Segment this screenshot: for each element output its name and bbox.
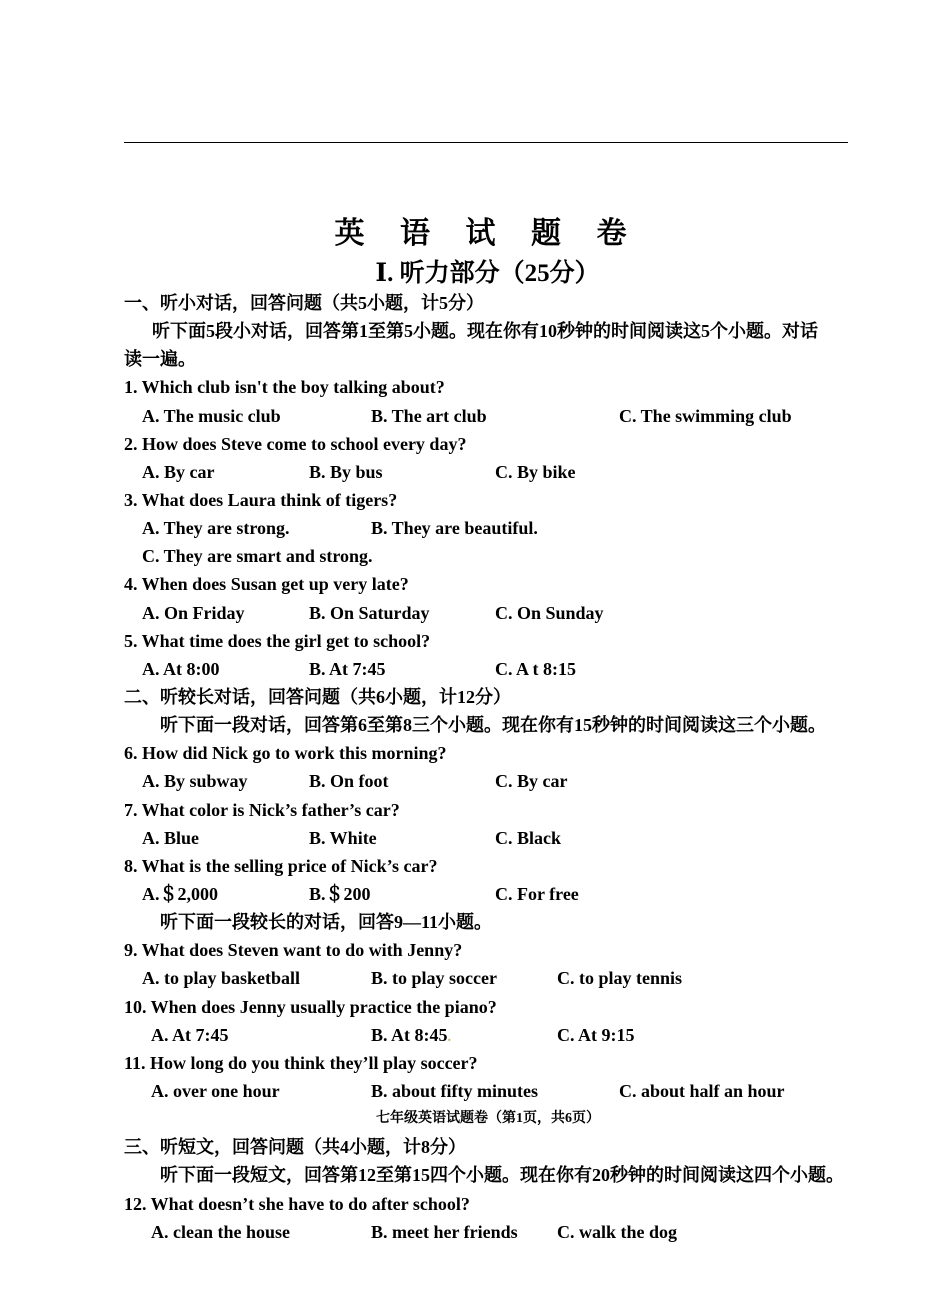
- option-a[interactable]: A. On Friday: [142, 602, 245, 623]
- question-8-options: [124, 880, 864, 908]
- option-a[interactable]: A. At 8:00: [142, 658, 220, 679]
- part-heading: Ⅰ. 听力部分（25分）: [375, 260, 600, 287]
- section-1-heading: 一、听小对话，回答问题（共5小题，计5分）: [124, 293, 484, 313]
- option-b[interactable]: B. At 7:45: [309, 658, 386, 679]
- question-1: 1. Which club isn't the boy talking about?: [124, 377, 445, 398]
- section-2-instruction-2: 听下面一段较长的对话，回答9—11小题。: [160, 912, 493, 933]
- section-3-instruction: 听下面一段短文，回答第12至第15四个小题。现在你有20秒钟的时间阅读这四个小题。: [160, 1165, 844, 1186]
- option-b[interactable]: B. By bus: [309, 461, 383, 482]
- option-b[interactable]: B. The art club: [371, 405, 487, 426]
- question-3: 3. What does Laura think of tigers?: [124, 489, 398, 510]
- option-a[interactable]: A. to play basketball: [142, 968, 301, 989]
- exam-title: 英 语 试 题 卷: [334, 217, 641, 250]
- option-c[interactable]: C. walk the dog: [557, 1221, 678, 1242]
- section-2-instruction: 听下面一段对话，回答第6至第8三个小题。现在你有15秒钟的时间阅读这三个小题。: [160, 715, 826, 736]
- option-c[interactable]: C. By car: [495, 771, 568, 792]
- question-9-options: [124, 964, 864, 992]
- exam-content: [124, 289, 864, 1246]
- option-a[interactable]: A. Blue: [142, 827, 200, 848]
- option-a[interactable]: A. The music club: [142, 405, 281, 426]
- question-11-options: [124, 1077, 864, 1105]
- option-a[interactable]: A. They are strong.: [142, 518, 290, 539]
- question-2: 2. How does Steve come to school every day?: [124, 433, 467, 454]
- option-b[interactable]: B. On Saturday: [309, 602, 430, 623]
- header-rule: [124, 142, 848, 143]
- option-a[interactable]: A. By subway: [142, 771, 248, 792]
- option-b[interactable]: B. On foot: [309, 771, 389, 792]
- option-a[interactable]: A. over one hour: [151, 1080, 280, 1101]
- option-a[interactable]: A. By car: [142, 461, 215, 482]
- question-12-options: [124, 1218, 864, 1246]
- option-b[interactable]: B. White: [309, 827, 377, 848]
- question-8: 8. What is the selling price of Nick’s car?: [124, 855, 438, 876]
- option-b[interactable]: B. meet her friends: [371, 1221, 518, 1242]
- option-c[interactable]: C. By bike: [495, 461, 576, 482]
- question-6-options: [124, 767, 864, 795]
- option-b[interactable]: B. about fifty minutes: [371, 1080, 539, 1101]
- question-12: 12. What doesn’t she have to do after school?: [124, 1193, 470, 1214]
- option-c[interactable]: C. to play tennis: [557, 968, 683, 989]
- page-footer: 七年级英语试题卷（第1页，共6页）: [376, 1111, 600, 1127]
- section-3-heading: 三、听短文，回答问题（共4小题，计8分）: [124, 1137, 466, 1158]
- question-2-options: [124, 458, 864, 486]
- question-7-options: [124, 824, 864, 852]
- option-c[interactable]: C. Black: [495, 827, 562, 848]
- stray-mark: .: [447, 1029, 451, 1045]
- option-c[interactable]: C. At 9:15: [557, 1024, 635, 1045]
- question-5-options: [124, 655, 864, 683]
- question-10: 10. When does Jenny usually practice the piano?: [124, 996, 497, 1017]
- option-b[interactable]: B. to play soccer: [371, 968, 497, 989]
- option-c[interactable]: C. The swimming club: [619, 405, 792, 426]
- question-1-options: [124, 402, 864, 430]
- option-b[interactable]: B. They are beautiful.: [371, 518, 538, 539]
- option-b[interactable]: [371, 1021, 451, 1052]
- section-1-instruction-cont: 读一遍。: [124, 349, 196, 370]
- question-3-options: [124, 514, 864, 542]
- option-a[interactable]: A. At 7:45: [151, 1024, 229, 1045]
- question-11: 11. How long do you think they’ll play soccer?: [124, 1052, 478, 1073]
- question-4: 4. When does Susan get up very late?: [124, 574, 409, 595]
- question-7: 7. What color is Nick’s father’s car?: [124, 799, 400, 820]
- section-2-heading: 二、听较长对话，回答问题（共6小题，计12分）: [124, 686, 511, 707]
- option-c[interactable]: C. On Sunday: [495, 602, 604, 623]
- option-a[interactable]: A. clean the house: [151, 1221, 290, 1242]
- question-6: 6. How did Nick go to work this morning?: [124, 743, 447, 764]
- option-b-text: B. At 8:45: [371, 1024, 448, 1045]
- option-b[interactable]: B.＄200: [309, 883, 371, 904]
- section-1-instruction: 听下面5段小对话，回答第1至第5小题。现在你有10秒钟的时间阅读这5个小题。对话: [152, 321, 818, 342]
- question-9: 9. What does Steven want to do with Jenny?: [124, 940, 463, 961]
- question-5: 5. What time does the girl get to school?: [124, 630, 431, 651]
- option-c[interactable]: C. They are smart and strong.: [142, 546, 373, 567]
- option-c[interactable]: C. A t 8:15: [495, 658, 576, 679]
- option-c[interactable]: C. about half an hour: [619, 1080, 785, 1101]
- question-3-options-cont: [124, 542, 864, 570]
- option-c[interactable]: C. For free: [495, 883, 579, 904]
- question-4-options: [124, 599, 864, 627]
- option-a[interactable]: A.＄2,000: [142, 883, 218, 904]
- question-10-options: [124, 1021, 864, 1049]
